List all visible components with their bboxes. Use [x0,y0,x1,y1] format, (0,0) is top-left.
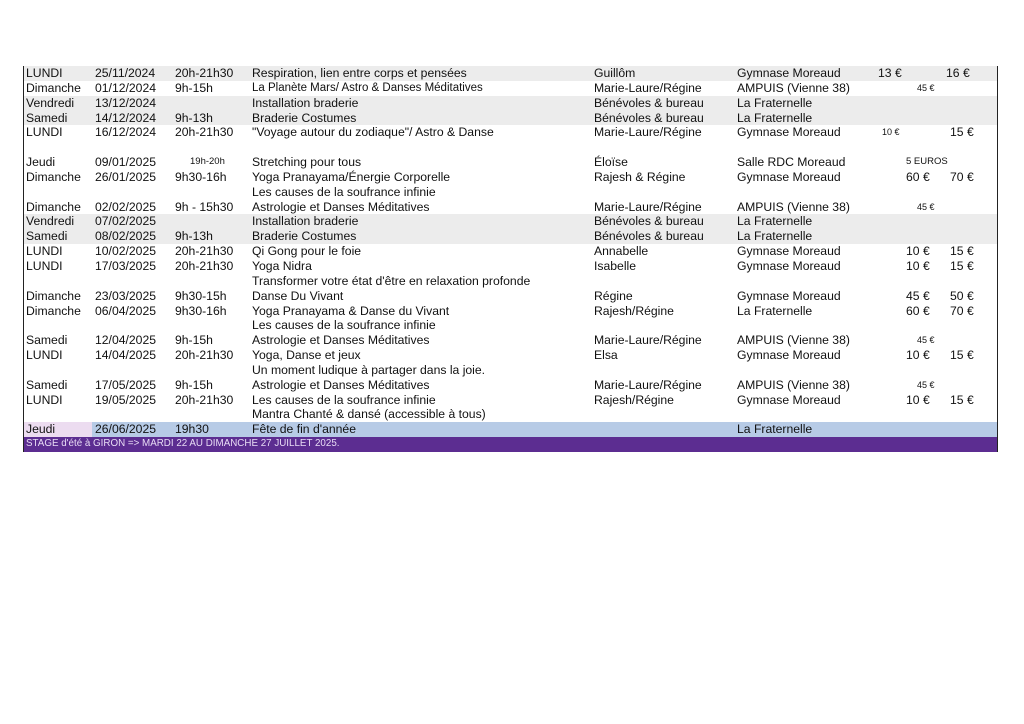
price-member-cell: 60 € [906,169,930,184]
day-cell: Vendredi [26,214,75,229]
title-cell: "Voyage autour du zodiaque"/ Astro & Danse [252,125,494,140]
place-cell: AMPUIS (Vienne 38) [737,199,850,214]
facilitator-cell: Rajesh & Régine [594,169,686,184]
subtitle-cell: Les causes de la soufrance infinie [252,184,436,199]
time-cell: 9h - 15h30 [175,199,234,214]
table-row [24,214,997,229]
day-cell: Samedi [26,229,68,244]
day-cell: Dimanche [26,288,81,303]
table-row [24,81,997,96]
day-cell: Samedi [26,110,68,125]
place-cell: Gymnase Moreaud [737,348,841,363]
time-cell: 20h-21h30 [175,392,234,407]
place-cell: La Fraternelle [737,303,813,318]
price-nonmember-cell: 16 € [946,66,970,80]
title-cell: Braderie Costumes [252,229,357,244]
table-row [24,170,997,185]
facilitator-cell: Bénévoles & bureau [594,229,704,244]
table-row [24,185,997,200]
time-cell: 9h30-16h [175,169,227,184]
subtitle-cell: Les causes de la soufrance infinie [252,318,436,333]
place-cell: AMPUIS (Vienne 38) [737,333,850,348]
time-cell: 9h30-15h [175,288,227,303]
facilitator-cell: Régine [594,288,633,303]
table-row [24,274,997,289]
table-row [24,66,997,81]
place-cell: Gymnase Moreaud [737,169,841,184]
time-cell: 9h-15h [175,333,213,348]
price-member-cell: 10 € [906,392,930,407]
title-cell: Yoga Pranayama & Danse du Vivant [252,303,450,318]
time-cell: 9h-15h [175,377,213,392]
date-cell: 09/01/2025 [95,155,156,170]
time-cell: 9h30-16h [175,303,227,318]
place-cell: La Fraternelle [737,214,813,229]
facilitator-cell: Marie-Laure/Régine [594,333,702,348]
price-cell: 5 EUROS [906,156,948,168]
price-cell: 45 € [917,379,935,390]
price-member-cell: 10 € [882,127,900,138]
title-cell: Yoga, Danse et jeux [252,348,361,363]
day-cell: LUNDI [26,258,63,273]
time-cell: 20h-21h30 [175,348,234,363]
place-cell: La Fraternelle [737,110,813,125]
title-cell: Qi Gong pour le foie [252,244,362,259]
facilitator-cell: Éloïse [594,155,628,170]
table-row [24,259,997,274]
date-cell: 19/05/2025 [95,392,156,407]
price-member-cell: 10 € [906,244,930,259]
title-cell: Respiration, lien entre corps et pensées [252,66,467,80]
subtitle-cell: Un moment ludique à partager dans la joie. [252,362,486,377]
date-cell: 26/06/2025 [95,422,156,437]
place-cell: Gymnase Moreaud [737,244,841,259]
day-cell: Samedi [26,333,68,348]
day-cell: Samedi [26,377,68,392]
day-cell: Dimanche [26,169,81,184]
date-cell: 14/12/2024 [95,110,156,125]
date-cell: 12/04/2025 [95,333,156,348]
title-cell: Braderie Costumes [252,110,357,125]
title-cell: Fête de fin d'année [252,422,356,437]
table-row [24,378,997,393]
table-row [24,200,997,215]
time-cell: 9h-13h [175,229,213,244]
facilitator-cell: Elsa [594,348,618,363]
place-cell: Gymnase Moreaud [737,392,841,407]
date-cell: 16/12/2024 [95,125,156,140]
date-cell: 10/02/2025 [95,244,156,259]
price-nonmember-cell: 15 € [950,348,974,363]
title-cell: Installation braderie [252,214,359,229]
time-cell: 20h-21h30 [175,125,234,140]
price-nonmember-cell: 15 € [950,258,974,273]
schedule-table [23,66,998,452]
price-cell: 45 € [917,82,935,93]
day-cell: Jeudi [24,422,92,437]
date-cell: 02/02/2025 [95,199,156,214]
time-cell: 19h-20h [190,156,225,168]
facilitator-cell: Bénévoles & bureau [594,95,704,110]
day-cell: Jeudi [26,155,56,170]
table-row [24,111,997,126]
time-cell: 20h-21h30 [175,258,234,273]
title-cell: Astrologie et Danses Méditatives [252,199,430,214]
price-cell: 45 € [917,201,935,212]
day-cell: Dimanche [26,80,81,95]
table-row [24,393,997,408]
title-cell: Yoga Nidra [252,258,312,273]
title-cell: Les causes de la soufrance infinie [252,392,436,407]
place-cell: La Fraternelle [737,95,813,110]
title-cell: Astrologie et Danses Méditatives [252,333,430,348]
title-cell: Danse Du Vivant [252,288,344,303]
place-cell: AMPUIS (Vienne 38) [737,80,850,95]
facilitator-cell: Marie-Laure/Régine [594,125,702,140]
place-cell: Gymnase Moreaud [737,288,841,303]
place-cell: Gymnase Moreaud [737,258,841,273]
subtitle-cell: Mantra Chanté & dansé (accessible à tous) [252,407,486,422]
facilitator-cell: Bénévoles & bureau [594,110,704,125]
time-cell: 20h-21h30 [175,66,234,80]
price-member-cell: 60 € [906,303,930,318]
facilitator-cell: Bénévoles & bureau [594,214,704,229]
place-cell: La Fraternelle [737,229,813,244]
title-cell: Stretching pour tous [252,155,362,170]
day-cell: LUNDI [26,392,63,407]
day-cell: LUNDI [26,66,63,80]
place-cell: AMPUIS (Vienne 38) [737,377,850,392]
day-cell: Dimanche [26,199,81,214]
facilitator-cell: Marie-Laure/Régine [594,377,702,392]
date-cell: 01/12/2024 [95,80,156,95]
facilitator-cell: Annabelle [594,244,649,259]
facilitator-cell: Guillôm [594,66,636,80]
price-nonmember-cell: 15 € [950,392,974,407]
title-cell: La Planète Mars/ Astro & Danses Méditatives [252,81,483,94]
day-cell: LUNDI [26,125,63,140]
spacer-row [24,140,997,155]
day-cell: Vendredi [26,95,75,110]
place-cell: Salle RDC Moreaud [737,155,846,170]
table-row [24,304,997,319]
price-nonmember-cell: 15 € [950,244,974,259]
price-member-cell: 45 € [906,288,930,303]
price-nonmember-cell: 15 € [950,125,974,140]
date-cell: 13/12/2024 [95,95,156,110]
price-cell: 45 € [917,335,935,346]
date-cell: 17/03/2025 [95,258,156,273]
table-row [24,422,997,437]
subtitle-cell: Transformer votre état d'être en relaxation profonde [252,273,531,288]
price-nonmember-cell: 70 € [950,169,974,184]
place-cell: Gymnase Moreaud [737,66,841,80]
day-cell: LUNDI [26,244,63,259]
day-cell: LUNDI [26,348,63,363]
price-member-cell: 10 € [906,348,930,363]
title-cell: Yoga Pranayama/Énergie Corporelle [252,169,451,184]
facilitator-cell: Isabelle [594,258,637,273]
time-cell: 20h-21h30 [175,244,234,259]
time-cell: 9h-15h [175,80,213,95]
day-cell: Dimanche [26,303,81,318]
title-cell: Astrologie et Danses Méditatives [252,377,430,392]
table-row [24,96,997,111]
price-member-cell: 13 € [878,66,902,80]
table-row [24,348,997,363]
table-row [24,318,997,333]
summer-course-banner: STAGE d'été à GIRON => MARDI 22 AU DIMANCHE 27 JUILLET 2025. [24,437,997,452]
facilitator-cell: Rajesh/Régine [594,303,674,318]
price-nonmember-cell: 70 € [950,303,974,318]
date-cell: 06/04/2025 [95,303,156,318]
date-cell: 26/01/2025 [95,169,156,184]
table-row [24,244,997,259]
date-cell: 07/02/2025 [95,214,156,229]
date-cell: 25/11/2024 [95,66,156,80]
table-row [24,289,997,304]
title-cell: Installation braderie [252,95,359,110]
table-row [24,407,997,422]
place-cell: Gymnase Moreaud [737,125,841,140]
date-cell: 08/02/2025 [95,229,156,244]
date-cell: 17/05/2025 [95,377,156,392]
facilitator-cell: Marie-Laure/Régine [594,80,702,95]
price-member-cell: 10 € [906,258,930,273]
price-nonmember-cell: 50 € [950,288,974,303]
place-cell: La Fraternelle [737,422,813,437]
table-row [24,125,997,140]
time-cell: 9h-13h [175,110,213,125]
table-row [24,155,997,170]
date-cell: 23/03/2025 [95,288,156,303]
table-row [24,229,997,244]
time-cell: 19h30 [175,422,209,437]
date-cell: 14/04/2025 [95,348,156,363]
table-row [24,363,997,378]
facilitator-cell: Marie-Laure/Régine [594,199,702,214]
facilitator-cell: Rajesh/Régine [594,392,674,407]
table-row [24,333,997,348]
